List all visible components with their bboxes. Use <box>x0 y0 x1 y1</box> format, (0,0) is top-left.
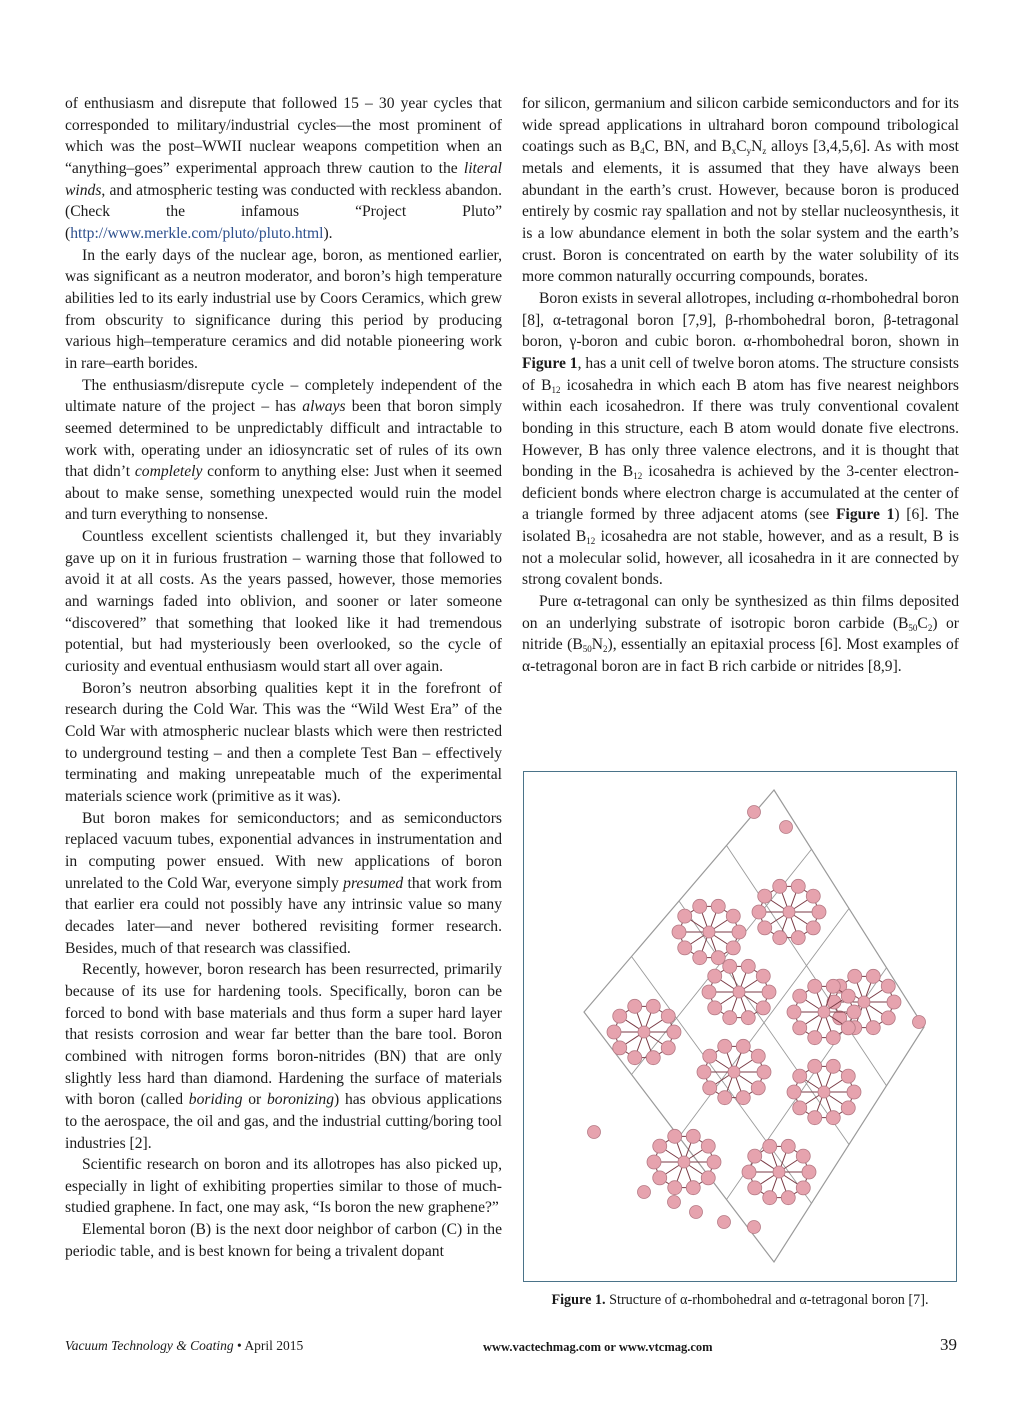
boron-atom <box>736 1091 750 1105</box>
boron-atom <box>728 1066 740 1078</box>
text: But boron makes for semiconductors; and as semiconductors replaced vacuum tubes, exponential advances in instrumentation and in computing power ensued. With new applications of boron unrelated to the Cold War, everyone simply <box>65 809 502 892</box>
subscript: 12 <box>551 384 561 395</box>
text: icosahedra are not stable, however, and as a result, B is not a molecular solid, however, all icosahedra in it are connected by strong covalent bonds. <box>522 528 959 589</box>
boron-atom <box>808 979 822 993</box>
subscript: z <box>762 146 767 157</box>
boron-atom <box>668 1196 681 1209</box>
boron-atom <box>668 1129 682 1143</box>
boron-atom <box>723 1011 737 1025</box>
boron-atom <box>653 1139 667 1153</box>
subscript: 4 <box>640 146 645 157</box>
boron-atom <box>628 999 642 1013</box>
boron-atom <box>756 1001 770 1015</box>
boron-atom <box>818 1086 830 1098</box>
text: ) [6]. The isolated B <box>522 506 959 546</box>
text: C, BN, and B <box>644 138 732 156</box>
text: ), essentially an epitaxial process [6]. Most examples of α-tetragonal boron are in fact B rich carbide or nitrides [8,9]. <box>522 636 960 676</box>
paragraph <box>522 591 959 678</box>
text: alloys [3,4,5,6]. As with most metals and elements, it is assumed that they have always been abundant in the earth’s crust. However, because boron is produced entirely by cosmic ray spallation and not by stellar nucleosynthesis, it is a low abundance element in both the solar system and the earth’s crust. Boron is concentrated on earth by the water solubility of its more common naturally occurring compounds, borates. <box>522 138 959 286</box>
left-column <box>65 93 502 1262</box>
separator: • <box>233 1338 245 1353</box>
text: N <box>751 138 763 156</box>
boron-atom <box>773 1166 785 1178</box>
boron-atom <box>653 1171 667 1185</box>
boron-atom <box>628 1051 642 1065</box>
boron-atom <box>826 979 840 993</box>
boron-atom <box>678 1156 690 1168</box>
boron-atom <box>690 1206 703 1219</box>
boron-atom <box>866 969 880 983</box>
subscript: 2 <box>603 644 608 655</box>
boron-atom <box>646 999 660 1013</box>
boron-atom <box>808 1059 822 1073</box>
boron-atom <box>751 1081 765 1095</box>
text: been that boron simply seemed determined to be unpredictably difficult and intractable to work with, operating under an idiosyncratic set of rules of its own that didn’t <box>65 398 502 481</box>
boron-atom <box>758 921 772 935</box>
boron-atom <box>707 1155 721 1169</box>
boron-atom <box>780 821 793 834</box>
page-number: 39 <box>940 1335 957 1354</box>
boron-atom <box>802 1165 816 1179</box>
subscript: y <box>746 146 752 157</box>
text: ) has obvious applications to the aerospace, the oil and gas, and the industrial cutting/boring tool industries [2]. <box>65 1091 502 1152</box>
boron-atom <box>638 1186 651 1199</box>
right-column <box>522 93 959 678</box>
caption-label: Figure 1. <box>551 1292 606 1308</box>
boron-atom <box>763 1191 777 1205</box>
emphasis: always <box>302 398 346 416</box>
boron-atom <box>887 995 901 1009</box>
boron-atom <box>733 986 745 998</box>
emphasis: boriding <box>188 1091 243 1109</box>
text: N <box>591 636 603 654</box>
boron-atom <box>751 1049 765 1063</box>
paragraph <box>65 808 502 960</box>
boron-atom <box>702 985 716 999</box>
boron-atom <box>703 1081 717 1095</box>
figure-reference: Figure 1 <box>836 506 895 524</box>
paragraph <box>65 959 502 1154</box>
paragraph <box>65 375 502 527</box>
paragraph <box>522 93 959 288</box>
boron-atom <box>866 1021 880 1035</box>
boron-atom <box>703 926 715 938</box>
paragraph: Elemental boron (B) is the next door neighbor of carbon (C) in the periodic table, and is best known for being a trivalent dopant <box>65 1221 502 1260</box>
boron-atom <box>791 931 805 945</box>
boron-atom <box>678 909 692 923</box>
paragraph: In the early days of the nuclear age, boron, as mentioned earlier, was significant as a neutron moderator, and boron’s high temperature abilities led to its early industrial use by Coors Ceramics, which grew from obscurity to significance during this period by producing various high–temperature ceramics and did notable pioneering work in rare–earth borides. <box>65 246 502 372</box>
boron-atom <box>793 1069 807 1083</box>
boron-atom <box>678 941 692 955</box>
boron-atom <box>701 1171 715 1185</box>
text: Recently, however, boron research has been resurrected, primarily because of its use for hardening tools. Specifically, boron can be forced to bond with base materials and thus form a super hard layer that resists corrosion and wear far better than the bare tool. Boron combined with nitrogen forms boron-nitrides (BN) that are only slightly less hard than diamond. Hardening the surface of materials with boron (called <box>65 961 502 1109</box>
boron-atom <box>881 1011 895 1025</box>
boron-atom <box>613 1041 627 1055</box>
boron-atom <box>826 1111 840 1125</box>
boron-atom <box>736 1039 750 1053</box>
journal-name: Vacuum Technology & Coating <box>65 1338 234 1353</box>
boron-atom <box>672 925 686 939</box>
boron-atom <box>718 1216 731 1229</box>
text: of enthusiasm and disrepute that followed 15 – 30 year cycles that corresponded to military/industrial cycles—the most prominent of which was the post–WWII nuclear weapons competition when an “anything–goes” experimental approach threw caution to the <box>65 95 502 177</box>
boron-atom <box>858 996 870 1008</box>
boron-atom <box>748 806 761 819</box>
boron-atom <box>711 951 725 965</box>
boron-atom <box>763 1139 777 1153</box>
emphasis: presumed <box>343 874 404 892</box>
boron-atom <box>686 1181 700 1195</box>
boron-atom <box>793 1021 807 1035</box>
boron-atom <box>693 899 707 913</box>
boron-atom <box>748 1149 762 1163</box>
paragraph: Countless excellent scientists challenged it, but they invariably gave up on it in furious frustration – warning those that followed to avoid it at all costs. As the years passed, however, those memories and warnings faded into oblivion, and sooner or later someone “discovered” that something that looked like it had tremendous potential, but had mysteriously been overlooked, so the cycle of curiosity and eventual enthusiasm would start all over again. <box>65 528 502 676</box>
boron-atom <box>806 889 820 903</box>
text: that work from that earlier era could not possibly have any intrinsic value so many decades later—and never bothered revisiting former research. Besides, much of that research was classified. <box>65 874 502 957</box>
boron-atom <box>793 989 807 1003</box>
boron-atom <box>741 959 755 973</box>
boron-atom <box>752 905 766 919</box>
text: C <box>917 614 928 632</box>
cell-grid-line <box>679 901 849 1145</box>
boron-atom <box>742 1165 756 1179</box>
boron-atom <box>661 1009 675 1023</box>
boron-atom <box>661 1041 675 1055</box>
issue-date: April 2015 <box>244 1338 304 1353</box>
boron-atom <box>783 906 795 918</box>
boron-atom <box>808 1111 822 1125</box>
text: Pure α-tetragonal can only be synthesized as thin films deposited on an underlying substrate of isotropic boron carbide (B <box>522 593 959 632</box>
boron-atom <box>796 1181 810 1195</box>
emphasis: completely <box>134 463 203 481</box>
boron-atom <box>808 1031 822 1045</box>
boron-atom <box>723 959 737 973</box>
boron-atom <box>646 1051 660 1065</box>
subscript: 12 <box>586 536 596 547</box>
boron-atom <box>701 1139 715 1153</box>
boron-atom <box>732 925 746 939</box>
boron-atom <box>748 1181 762 1195</box>
boron-atom <box>812 905 826 919</box>
boron-atom <box>708 969 722 983</box>
boron-atom <box>841 1021 855 1035</box>
text: C <box>736 138 747 156</box>
text: or <box>242 1091 267 1109</box>
boron-atom <box>793 1101 807 1115</box>
text: icosahedra is achieved by the 3-center electron-deficient bonds where electron charge is accumulated at the center of a triangle formed by three adjacent atoms (see <box>522 463 959 524</box>
boron-atom <box>741 1011 755 1025</box>
boron-atom <box>841 989 855 1003</box>
boron-atom <box>668 1181 682 1195</box>
text: , has a unit cell of twelve boron atoms. The structure consists of B <box>522 354 959 394</box>
figure-caption <box>523 1291 957 1309</box>
text: , and atmospheric testing was conducted with reckless abandon. (Check the infamous “Project Pluto” ( <box>65 181 502 242</box>
boron-atom <box>913 1016 926 1029</box>
boron-atom <box>762 985 776 999</box>
text: conform to anything else: Just when it seemed about to make sense, something unexpected would ruin the model and turn everything to nonsense. <box>65 463 502 524</box>
boron-atom <box>796 1149 810 1163</box>
subscript: 2 <box>927 622 933 633</box>
boron-atom <box>757 1065 771 1079</box>
boron-crystal-structure-image <box>524 772 955 1280</box>
emphasis: literal winds <box>65 159 502 199</box>
boron-atom <box>848 969 862 983</box>
figure-1 <box>523 771 957 1282</box>
boron-atom <box>841 1101 855 1115</box>
boron-atom <box>806 921 820 935</box>
footer-journal <box>65 1338 303 1354</box>
paragraph <box>522 288 959 591</box>
paragraph: Scientific research on boron and its allotropes has also picked up, especially in light of exhibiting properties similar to those of much-studied graphene. In fact, one may ask, “Is boron the new graphene?” <box>65 1156 502 1217</box>
boron-atom <box>613 1009 627 1023</box>
boron-atom <box>607 1025 621 1039</box>
boron-atom <box>711 899 725 913</box>
subscript: 12 <box>633 471 643 482</box>
boron-atom <box>781 1139 795 1153</box>
boron-atom <box>818 1006 830 1018</box>
boron-atom <box>726 909 740 923</box>
boron-atom <box>773 931 787 945</box>
subscript: x <box>731 146 737 157</box>
text: ) or nitride (B <box>522 614 959 654</box>
boron-atom <box>787 1005 801 1019</box>
subscript: 50 <box>582 644 592 655</box>
boron-atom <box>667 1025 681 1039</box>
boron-atom <box>708 1001 722 1015</box>
boron-atom <box>647 1155 661 1169</box>
text: icosahedra in which each B atom has five nearest neighbors within each icosahedron. If there was truly conventional covalent bonding in this structure, each B atom would donate five electrons. However, B has only three valence electrons, and it is thought that bonding in the B <box>522 376 960 481</box>
boron-atom <box>773 879 787 893</box>
boron-atom <box>697 1065 711 1079</box>
paragraph: Boron’s neutron absorbing qualities kept it in the forefront of research during the Cold War. This was the “Wild West Era” of the Cold War with atmospheric nuclear blasts which were then restricted to underground testing – and then a complete Test Ban – effectively terminating and making unrepeatable much of the experimental materials science work (primitive as it was). <box>65 679 502 805</box>
paragraph <box>65 93 502 245</box>
boron-atom <box>847 1085 861 1099</box>
footer-website[interactable]: www.vactechmag.com or www.vtcmag.com <box>483 1340 713 1354</box>
boron-atom <box>781 1191 795 1205</box>
boron-atom <box>826 1059 840 1073</box>
text: ). <box>323 224 333 242</box>
boron-atom <box>638 1026 650 1038</box>
caption-text: Structure of α-rhombohedral and α-tetragonal boron [7]. <box>605 1292 929 1308</box>
boron-atom <box>756 969 770 983</box>
text: The enthusiasm/disrepute cycle – completely independent of the ultimate nature of the project – has <box>65 376 502 416</box>
boron-atom <box>748 1221 761 1234</box>
boron-atom <box>588 1126 601 1139</box>
emphasis: boronizing <box>267 1091 335 1109</box>
boron-atom <box>718 1091 732 1105</box>
boron-atom <box>726 941 740 955</box>
boron-atom <box>787 1085 801 1099</box>
boron-atom <box>718 1039 732 1053</box>
boron-atom <box>826 1031 840 1045</box>
text: for silicon, germanium and silicon carbide semiconductors and for its wide spread applications in ultrahard boron compound tribological coatings such as B <box>522 95 959 156</box>
boron-atom <box>686 1129 700 1143</box>
boron-atom <box>881 979 895 993</box>
project-pluto-link[interactable]: http://www.merkle.com/pluto/pluto.html <box>70 224 324 242</box>
boron-atom <box>703 1049 717 1063</box>
boron-atom <box>847 1005 861 1019</box>
subscript: 50 <box>908 622 918 633</box>
figure-reference: Figure 1 <box>522 354 578 372</box>
boron-atom <box>758 889 772 903</box>
boron-atom <box>841 1069 855 1083</box>
boron-atom <box>791 879 805 893</box>
boron-atom <box>693 951 707 965</box>
text: Boron exists in several allotropes, including α-rhombohedral boron [8], α-tetragonal boron [7,9], β-rhombohedral boron, β-tetragonal boron, γ-boron and cubic boron. α-rhombohedral boron, shown in <box>522 289 959 351</box>
